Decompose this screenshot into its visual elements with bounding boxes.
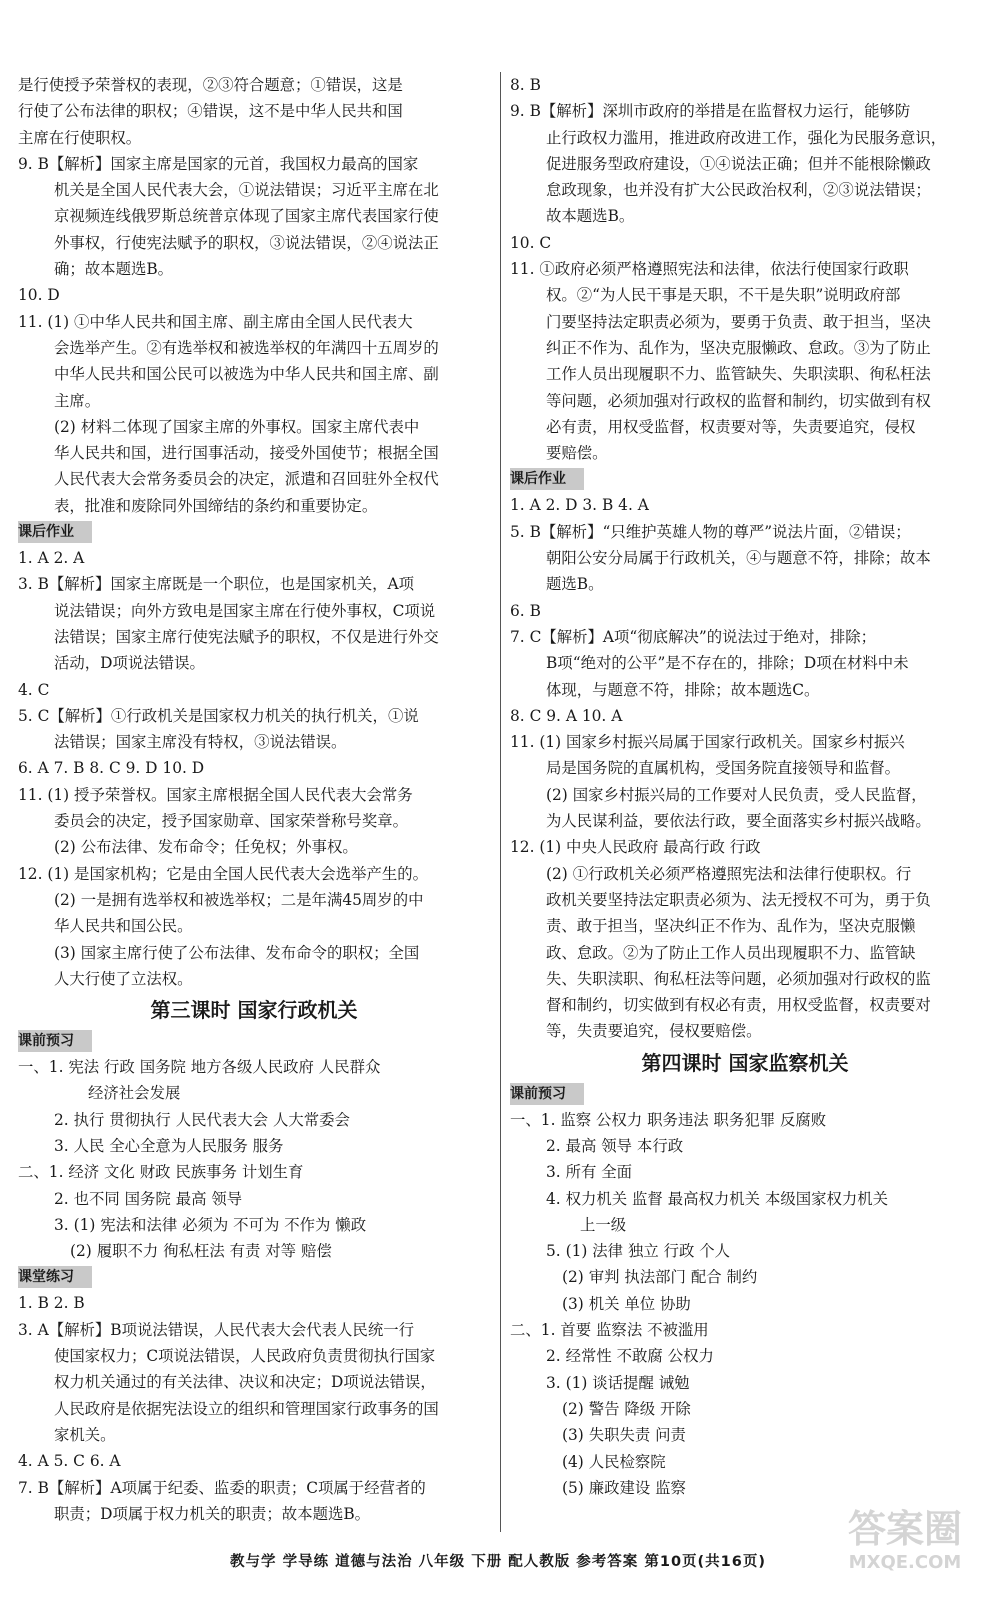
answer-line: 工作人员出现履职不力、监管缺失、失职渎职、徇私枉法 [546, 365, 931, 384]
answer-line: (2) 履职不力 徇私枉法 有责 对等 赔偿 [70, 1242, 332, 1261]
answer-line: 10. D [18, 286, 60, 305]
left-column [18, 72, 490, 1527]
answer-line: 9. B【解析】国家主席是国家的元首，我国权力最高的国家 [18, 154, 419, 173]
answer-line: 外事权，行使宪法赋予的职权，③说法错误，②④说法正 [54, 233, 439, 252]
answer-line: 人民政府是依据宪法设立的组织和管理国家行政事务的国 [54, 1399, 439, 1418]
answer-line: 政、怠政。②为了防止工作人员出现履职不力、监管缺 [546, 943, 916, 962]
answer-line: 促进服务型政府建设，①④说法正确；但并不能根除懒政 [546, 154, 931, 173]
watermark-bottom: MXQE.COM [848, 1552, 962, 1573]
section-header [18, 1264, 490, 1290]
answer-line: 失、失职渎职、徇私枉法等问题，必须加强对行政权的监 [546, 969, 931, 988]
answer-line: 朝阳公安分局属于行政机关，④与题意不符，排除；故本 [546, 549, 931, 568]
answer-line: 家机关。 [54, 1425, 116, 1444]
answer-line: 8. B [510, 76, 541, 94]
answer-line: 5. C【解析】①行政机关是国家权力机关的执行机关，①说 [18, 706, 419, 725]
answer-line: 一、1. 宪法 行政 国务院 地方各级人民政府 人民群众 [18, 1058, 381, 1077]
answer-line: (4) 人民检察院 [562, 1452, 666, 1471]
answer-line: 等问题，必须加强对行政权的监督和制约，切实做到有权 [546, 391, 931, 410]
column-divider [500, 72, 501, 1532]
answer-line: 机关是全国人民代表大会，①说法错误；习近平主席在北 [54, 181, 439, 200]
answer-line: 4. A 5. C 6. A [18, 1452, 121, 1471]
answer-line: 活动，D项说法错误。 [54, 654, 205, 673]
answer-line: 门要坚持法定职责必须为，要勇于负责、敢于担当，坚决 [546, 312, 931, 331]
answer-line: (3) 国家主席行使了公布法律、发布命令的职权；全国 [54, 943, 420, 962]
answer-line: 怠政现象，也并没有扩大公民政治权利，②③说法错误； [546, 181, 931, 200]
answer-line: (2) 审判 执法部门 配合 制约 [562, 1268, 758, 1287]
answer-line: 2. 经常性 不敢腐 公权力 [546, 1347, 714, 1366]
answer-line: 要赔偿。 [546, 444, 608, 463]
answer-line: 1. A 2. D 3. B 4. A [510, 496, 649, 515]
lesson-title: 第四课时 国家监察机关 [641, 1050, 849, 1075]
answer-line: 一、1. 监察 公权力 职务违法 职务犯罪 反腐败 [510, 1110, 827, 1129]
answer-line: 止行政权力滥用，推进政府改进工作，强化为民服务意识， [546, 128, 947, 147]
answer-line: 11. (1) ①中华人民共和国主席、副主席由全国人民代表大 [18, 312, 413, 331]
answer-line: (2) 公布法律、发布命令；任免权；外事权。 [54, 838, 358, 857]
answer-line: 职责；D项属于权力机关的职责；故本题选B。 [54, 1504, 371, 1523]
answer-line: (5) 廉政建设 监察 [562, 1478, 686, 1497]
answer-line: 京视频连线俄罗斯总统普京体现了国家主席代表国家行使 [54, 207, 439, 226]
section-label: 课前预习 [510, 1083, 584, 1105]
section-label: 课后作业 [18, 521, 92, 543]
watermark-top: 答案圈 [847, 1507, 962, 1551]
answer-line: 局是国务院的直属机构，受国务院直接领导和监督。 [546, 759, 900, 778]
section-header [18, 1028, 490, 1054]
answer-line: 督和制约，切实做到有权必有责，用权受监督，权责要对 [546, 996, 931, 1015]
answer-line: (3) 失职失责 问责 [562, 1426, 686, 1445]
answer-line: 二、1. 首要 监察法 不被滥用 [510, 1321, 709, 1340]
answer-line: 3. 人民 全心全意为人民服务 服务 [54, 1136, 284, 1155]
answer-line: 权。②“为人民干事是天职，不干是失职”说明政府部 [546, 286, 901, 305]
answer-line: 纠正不作为、乱作为，坚决克服懒政、怠政。③为了防止 [546, 338, 931, 357]
answer-line: 11. (1) 授予荣誉权。国家主席根据全国人民代表大会常务 [18, 785, 413, 804]
answer-line: 政机关要坚持法定职责必须为、法无授权不可为，勇于负 [546, 890, 931, 909]
answer-line: 3. (1) 宪法和法律 必须为 不可为 不作为 懒政 [54, 1215, 367, 1234]
section-label: 课堂练习 [18, 1266, 92, 1288]
answer-line: 3. (1) 谈话提醒 诫勉 [546, 1373, 690, 1392]
answer-line: 4. 权力机关 监督 最高权力机关 本级国家权力机关 [546, 1189, 889, 1208]
answer-line: 12. (1) 中央人民政府 最高行政 行政 [510, 838, 761, 857]
lesson-title: 第三课时 国家行政机关 [150, 998, 358, 1023]
answer-line: 11. (1) 国家乡村振兴局属于国家行政机关。国家乡村振兴 [510, 733, 905, 752]
section-label: 课后作业 [510, 468, 584, 490]
answer-line: 必有责，用权受监督，权责要对等，失责要追究，侵权 [546, 417, 916, 436]
answer-line: 3. B【解析】国家主席既是一个职位，也是国家机关，A项 [18, 575, 414, 594]
answer-line: 7. B【解析】A项属于纪委、监委的职责；C项属于经营者的 [18, 1478, 426, 1497]
section-header [510, 1081, 980, 1107]
answer-line: 法错误；国家主席行使宪法赋予的职权，不仅是进行外交 [54, 627, 439, 646]
answer-line: 5. B【解析】“只维护英雄人物的尊严”说法片面，②错误； [510, 522, 911, 541]
answer-line: 华人民共和国公民。 [54, 917, 193, 936]
answer-line: (2) 警告 降级 开除 [562, 1399, 691, 1418]
answer-line: 1. B 2. B [18, 1294, 85, 1313]
answer-line: 11. ①政府必须严格遵照宪法和法律，依法行使国家行政职 [510, 260, 909, 279]
answer-line: 会选举产生。②有选举权和被选举权的年满四十五周岁的 [54, 338, 439, 357]
answer-line: 主席在行使职权。 [18, 128, 142, 147]
answer-line: 6. A 7. B 8. C 9. D 10. D [18, 759, 205, 778]
answer-line: 6. B [510, 601, 541, 620]
answer-line: (2) ①行政机关必须严格遵照宪法和法律行使职权。行 [546, 864, 912, 883]
answer-line: 中华人民共和国公民可以被选为中华人民共和国主席、副 [54, 365, 439, 384]
answer-line: 故本题选B。 [546, 207, 635, 226]
answer-line: 3. A【解析】B项说法错误，人民代表大会代表人民统一行 [18, 1320, 414, 1339]
answer-line: 3. 所有 全面 [546, 1163, 633, 1182]
answer-line: 9. B【解析】深圳市政府的举措是在监督权力运行，能够防 [510, 102, 911, 121]
answer-line: 为人民谋利益，要依法行政，要全面落实乡村振兴战略。 [546, 812, 931, 831]
answer-line: 经济社会发展 [88, 1084, 181, 1103]
watermark-logo [830, 1505, 980, 1591]
answer-line: 责、敢于担当，坚决纠正不作为、乱作为，坚决克服懒 [546, 917, 916, 936]
answer-line: 5. (1) 法律 独立 行政 个人 [546, 1242, 731, 1261]
answer-line: 二、1. 经济 文化 财政 民族事务 计划生育 [18, 1163, 304, 1182]
answer-line: 人大行使了立法权。 [54, 969, 193, 988]
answer-line: (2) 材料二体现了国家主席的外事权。国家主席代表中 [54, 417, 420, 436]
answer-line: 2. 执行 贯彻执行 人民代表大会 人大常委会 [54, 1110, 350, 1129]
answer-line: 上一级 [580, 1215, 627, 1234]
answer-line: 8. C 9. A 10. A [510, 706, 623, 725]
answer-line: B项“绝对的公平”是不存在的，排除；D项在材料中未 [546, 654, 909, 673]
answer-line: 主席。 [54, 391, 101, 410]
answer-line: 等，失责要追究，侵权要赔偿。 [546, 1022, 762, 1041]
answer-line: 1. A 2. A [18, 549, 85, 568]
page-footer: 教与学 学导练 道德与法治 八年级 下册 配人教版 参考答案 第10页(共16页) [230, 1554, 766, 1570]
answer-line: 10. C [510, 233, 552, 252]
answer-line: 题选B。 [546, 575, 604, 594]
answer-line: 2. 最高 领导 本行政 [546, 1136, 684, 1155]
section-header [510, 466, 980, 492]
answer-line: 法错误；国家主席没有特权，③说法错误。 [54, 733, 347, 752]
answer-line: (2) 一是拥有选举权和被选举权；二是年满45周岁的中 [54, 890, 424, 909]
answer-line: 华人民共和国，进行国事活动，接受外国使节；根据全国 [54, 444, 439, 463]
answer-line: 体现，与题意不符，排除；故本题选C。 [546, 680, 820, 699]
right-column [510, 72, 980, 1501]
answer-line: 说法错误；向外方致电是国家主席在行使外事权，C项说 [54, 601, 436, 620]
answer-line: 确；故本题选B。 [54, 260, 174, 279]
answer-line: (2) 国家乡村振兴局的工作要对人民负责，受人民监督， [546, 785, 927, 804]
section-label: 课前预习 [18, 1030, 92, 1052]
answer-line: 12. (1) 是国家机构；它是由全国人民代表大会选举产生的。 [18, 864, 429, 883]
answer-line: (3) 机关 单位 协助 [562, 1294, 691, 1313]
answer-line: 行使了公布法律的职权；④错误，这不是中华人民共和国 [18, 102, 403, 121]
answer-line: 4. C [18, 680, 50, 699]
answer-line: 委员会的决定，授予国家勋章、国家荣誉称号奖章。 [54, 812, 408, 831]
section-header [18, 519, 490, 545]
answer-line: 7. C【解析】A项“彻底解决”的说法过于绝对，排除； [510, 627, 877, 646]
answer-line: 使国家权力；C项说法错误，人民政府负责贯彻执行国家 [54, 1347, 436, 1366]
answer-line: 表，批准和废除同外国缔结的条约和重要协定。 [54, 496, 378, 515]
answer-line: 2. 也不同 国务院 最高 领导 [54, 1189, 243, 1208]
answer-line: 是行使授予荣誉权的表现，②③符合题意；①错误，这是 [18, 76, 403, 94]
answer-line: 权力机关通过的有关法律、决议和决定；D项说法错误， [54, 1373, 436, 1392]
answer-line: 人民代表大会常务委员会的决定，派遣和召回驻外全权代 [54, 470, 439, 489]
